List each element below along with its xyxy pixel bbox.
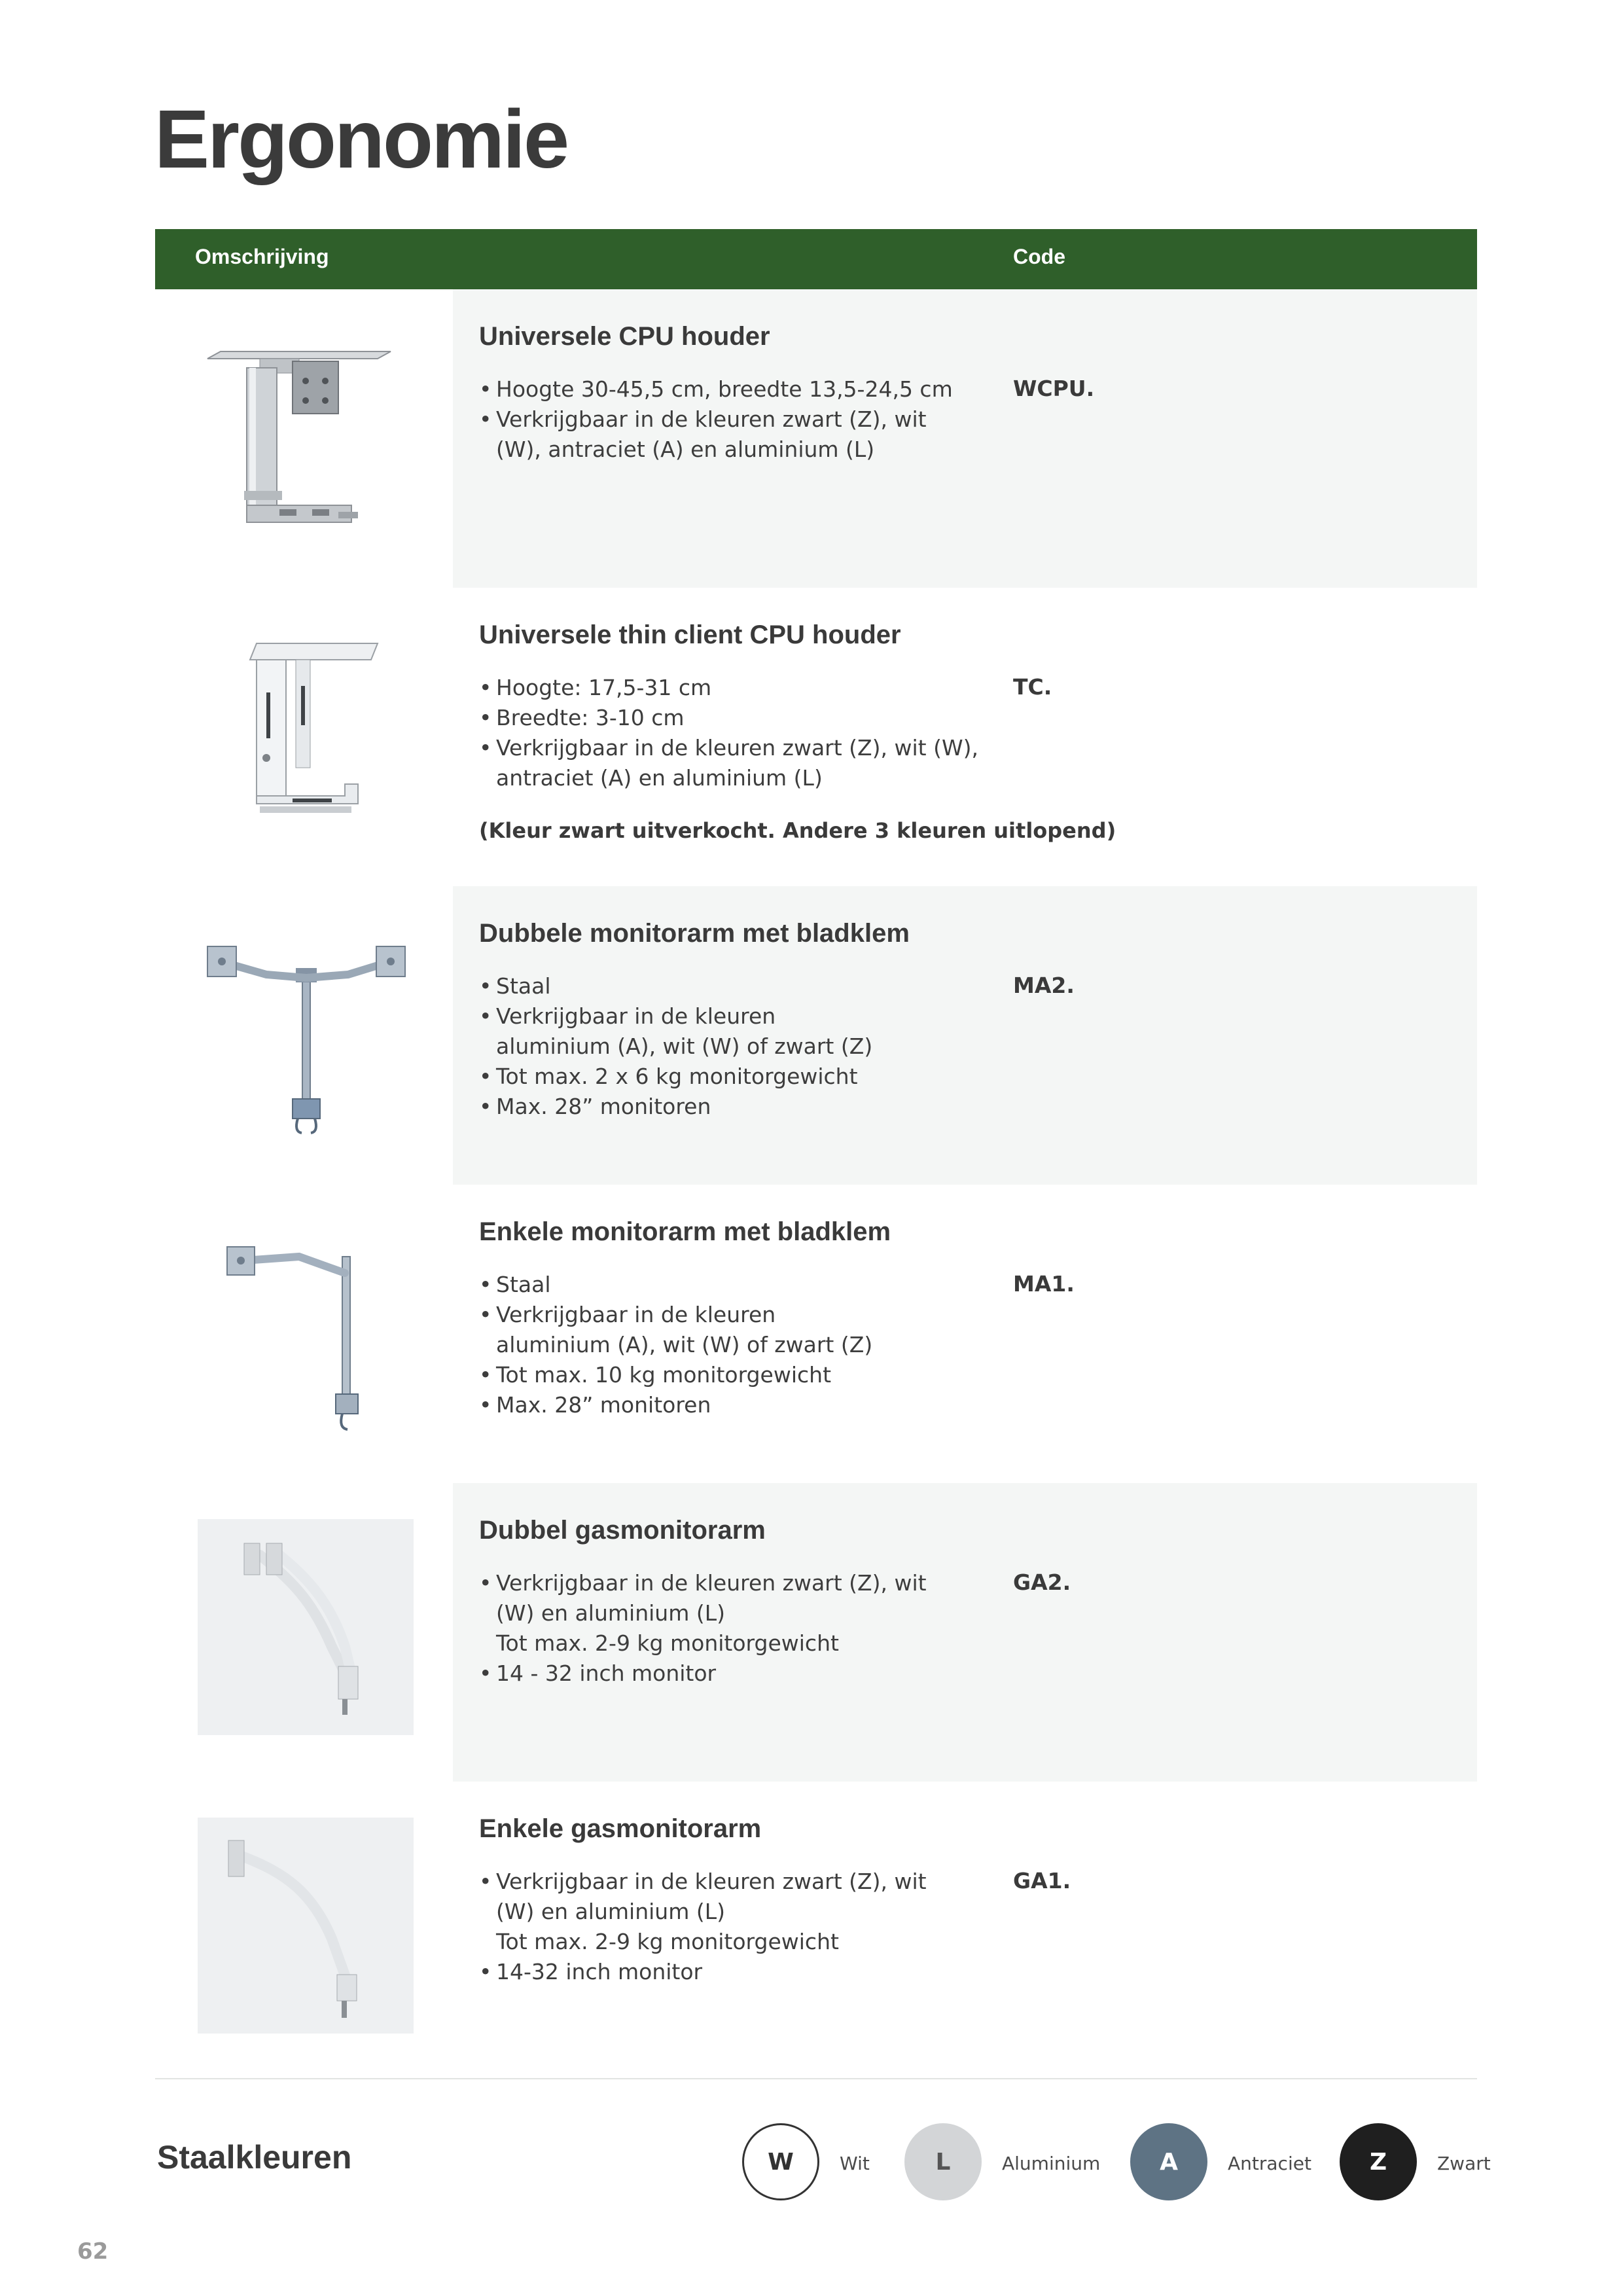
spec-line: • Verkrijgbaar in de kleuren zwart (Z), wit: [479, 1568, 1003, 1598]
product-specs: [479, 673, 1003, 793]
spec-line: • Staal: [479, 1270, 1003, 1300]
single-gas-arm-image: [181, 1808, 430, 2043]
color-label: Zwart: [1437, 2153, 1491, 2174]
spec-line: • Verkrijgbaar in de kleuren zwart (Z), wit: [479, 404, 1003, 435]
spec-line: • 14 - 32 inch monitor: [479, 1659, 1003, 1689]
spec-line: • Tot max. 2 x 6 kg monitorgewicht: [479, 1062, 1003, 1092]
page-number: 62: [77, 2238, 109, 2265]
spec-line: Tot max. 2-9 kg monitorgewicht: [496, 1929, 839, 1954]
header-code: Code: [1013, 245, 1065, 268]
spec-line: • Max. 28” monitoren: [479, 1092, 1003, 1122]
product-name: Enkele monitorarm met bladklem: [479, 1217, 891, 1246]
spec-line: • Hoogte 30-45,5 cm, breedte 13,5-24,5 cm: [479, 374, 1003, 404]
steel-colors-title: Staalkleuren: [157, 2139, 352, 2176]
product-name: Enkele gasmonitorarm: [479, 1814, 762, 1843]
double-monitor-arm-image: [181, 912, 430, 1148]
color-label: Antraciet: [1228, 2153, 1311, 2174]
product-row: [155, 1185, 1477, 1483]
product-row: [155, 1483, 1477, 1782]
color-label: Wit: [840, 2153, 870, 2174]
spec-line: • Verkrijgbaar in de kleuren zwart (Z), wit: [479, 1867, 1003, 1897]
spec-line: (W), antraciet (A) en aluminium (L): [496, 437, 875, 462]
thin-client-holder-image: [181, 614, 430, 850]
product-name: Dubbele monitorarm met bladklem: [479, 919, 910, 948]
product-code: MA1.: [1013, 1271, 1075, 1297]
product-row: [155, 1782, 1477, 2080]
spec-line: • Verkrijgbaar in de kleuren zwart (Z), wit (W),: [479, 733, 1003, 763]
spec-line: • Verkrijgbaar in de kleuren: [479, 1300, 1003, 1330]
product-specs: [479, 374, 1003, 465]
page-title: Ergonomie: [154, 93, 568, 185]
spec-line: aluminium (A), wit (W) of zwart (Z): [496, 1332, 873, 1357]
spec-line: (W) en aluminium (L): [496, 1600, 725, 1626]
product-code: GA1.: [1013, 1868, 1071, 1893]
product-name: Universele thin client CPU houder: [479, 620, 901, 649]
spec-line: Tot max. 2-9 kg monitorgewicht: [496, 1630, 839, 1656]
product-name: Dubbel gasmonitorarm: [479, 1516, 766, 1545]
color-swatch: W: [742, 2123, 819, 2200]
spec-line: • Breedte: 3-10 cm: [479, 703, 1003, 733]
double-gas-arm-image: [181, 1509, 430, 1745]
divider: [155, 2078, 1477, 2079]
product-specs: [479, 971, 1003, 1122]
header-description: Omschrijving: [195, 245, 329, 268]
product-code: MA2.: [1013, 973, 1075, 998]
color-label: Aluminium: [1002, 2153, 1101, 2174]
spec-line: • 14-32 inch monitor: [479, 1957, 1003, 1987]
spec-line: • Verkrijgbaar in de kleuren: [479, 1001, 1003, 1031]
spec-line: • Max. 28” monitoren: [479, 1390, 1003, 1420]
product-code: TC.: [1013, 674, 1052, 700]
product-specs: [479, 1867, 1003, 1987]
spec-line: (W) en aluminium (L): [496, 1899, 725, 1924]
product-row: [155, 588, 1477, 886]
product-code: WCPU.: [1013, 376, 1095, 401]
spec-line: • Staal: [479, 971, 1003, 1001]
spec-line: • Hoogte: 17,5-31 cm: [479, 673, 1003, 703]
product-specs: [479, 1568, 1003, 1689]
spec-line: antraciet (A) en aluminium (L): [496, 765, 823, 791]
color-swatch: Z: [1340, 2123, 1417, 2200]
spec-line: • Tot max. 10 kg monitorgewicht: [479, 1360, 1003, 1390]
product-note: (Kleur zwart uitverkocht. Andere 3 kleuren uitlopend): [479, 818, 1116, 843]
color-swatch: L: [904, 2123, 982, 2200]
product-specs: [479, 1270, 1003, 1420]
color-swatch: A: [1130, 2123, 1207, 2200]
product-row: [155, 886, 1477, 1185]
product-row: [155, 289, 1477, 588]
table-header: [155, 229, 1477, 289]
cpu-holder-image: [181, 315, 430, 551]
product-code: GA2.: [1013, 1570, 1071, 1595]
single-monitor-arm-image: [181, 1211, 430, 1446]
product-name: Universele CPU houder: [479, 322, 770, 351]
spec-line: aluminium (A), wit (W) of zwart (Z): [496, 1033, 873, 1059]
